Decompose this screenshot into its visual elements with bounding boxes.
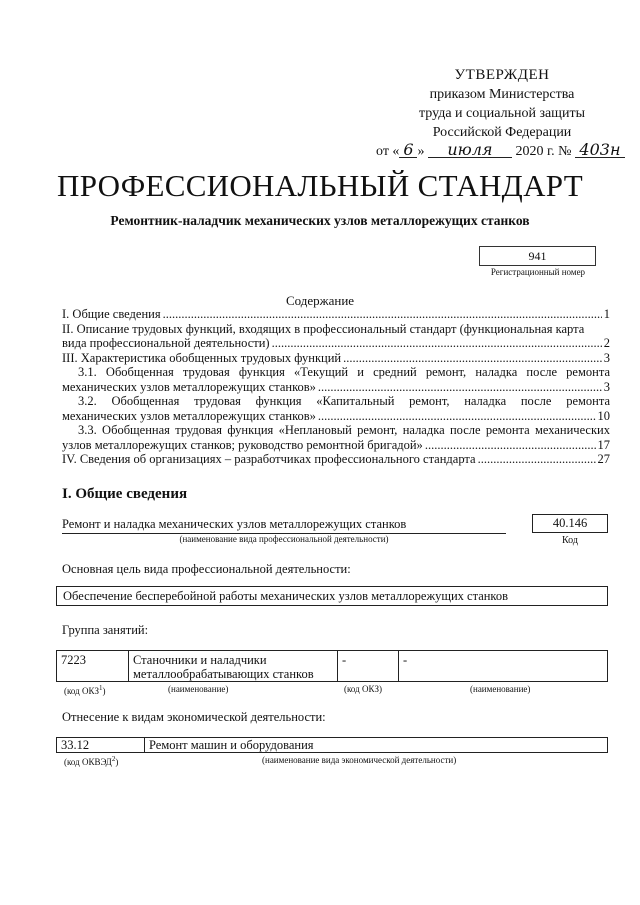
occupation-name-1: Станочники и наладчики металлообрабатывающих станков <box>128 650 338 682</box>
toc-heading: Содержание <box>285 293 355 308</box>
approval-line-1: приказом Министерства <box>429 87 575 102</box>
okz-caption-1: (код ОКЗ$^1$) <box>64 684 106 696</box>
registration-label: Регистрационный номер <box>490 267 586 277</box>
goal-label: Основная цель вида профессиональной деятельности: <box>62 562 351 576</box>
activity-caption: (наименование вида профессиональной деятельности) <box>179 534 389 544</box>
approval-title: УТВЕРЖДЕН <box>454 67 550 83</box>
toc-item-2[interactable]: II. Описание трудовых функций, входящих в профессиональный стандарт (функциональная карта вида профессиональной деятельности) ..... 2 <box>62 322 610 351</box>
approval-date <box>372 142 632 161</box>
handwritten-number: 403н <box>575 142 625 158</box>
toc-item-3-3[interactable]: 3.3. Обобщенная трудовая функция «Неплановый ремонт, наладка после ремонта механических узлов металлорежущих станков; руководство ремонтной бригадой» ..... 17 <box>62 423 610 452</box>
approval-line-2: труда и социальной защиты <box>419 106 585 121</box>
page-subtitle: Ремонтник-наладчик механических узлов металлорежущих станков <box>110 213 530 228</box>
econ-activity-table <box>56 737 608 753</box>
handwritten-month: июля <box>428 142 512 158</box>
registration-number: 941 <box>479 246 596 266</box>
okz-code-2: - <box>338 650 398 682</box>
date-mid: » <box>417 144 425 159</box>
date-prefix: от « <box>376 144 400 159</box>
toc-item-3[interactable]: III. Характеристика обобщенных трудовых функций ..... 3 <box>62 351 610 366</box>
econ-name-caption: (наименование вида экономической деятельности) <box>262 755 457 765</box>
name-caption-1: (наименование) <box>168 684 229 694</box>
okz-caption-2: (код ОКЗ) <box>344 684 382 694</box>
page-title: ПРОФЕССИОНАЛЬНЫЙ СТАНДАРТ <box>57 168 583 203</box>
toc-item-4[interactable]: IV. Сведения об организациях – разработчиках профессионального стандарта ..... 27 <box>62 452 610 467</box>
groups-label: Группа занятий: <box>62 623 149 637</box>
approval-line-3: Российской Федерации <box>432 125 572 140</box>
handwritten-day: 6 <box>399 142 417 158</box>
goal-text: Обеспечение бесперебойной работы механических узлов металлорежущих станков <box>56 586 608 606</box>
table-of-contents <box>62 307 610 467</box>
name-caption-2: (наименование) <box>470 684 531 694</box>
activity-code: 40.146 <box>532 514 608 533</box>
econ-activity-name: Ремонт машин и оборудования <box>144 737 608 753</box>
section-heading: I. Общие сведения <box>62 486 188 502</box>
occupation-groups-table <box>56 650 608 682</box>
okz-code-1: 7223 <box>56 650 128 682</box>
code-label: Код <box>562 535 578 546</box>
econ-label: Отнесение к видам экономической деятельности: <box>62 710 326 724</box>
approval-block <box>372 66 632 161</box>
occupation-name-2: - <box>398 650 608 682</box>
okved-code: 33.12 <box>56 737 144 753</box>
toc-item-1[interactable]: I. Общие сведения ..... 1 <box>62 307 610 322</box>
toc-item-3-2[interactable]: 3.2. Обобщенная трудовая функция «Капитальный ремонт, наладка после ремонта механических узлов металлорежущих станков» ..... 10 <box>62 394 610 423</box>
okved-caption: (код ОКВЭД$^2$) <box>64 755 119 767</box>
activity-name: Ремонт и наладка механических узлов металлорежущих станков <box>62 517 506 534</box>
date-year: 2020 г. № <box>515 144 572 159</box>
toc-item-3-1[interactable]: 3.1. Обобщенная трудовая функция «Текущий и средний ремонт, наладка после ремонта механических узлов металлорежущих станков» ..... 3 <box>62 365 610 394</box>
